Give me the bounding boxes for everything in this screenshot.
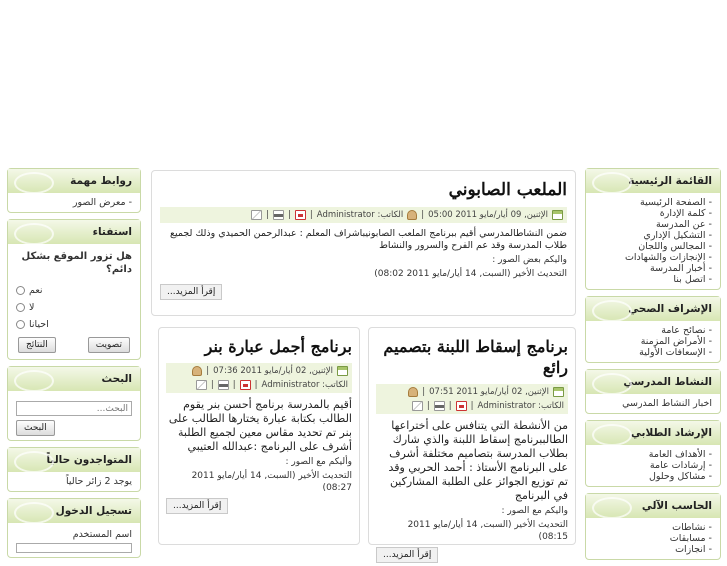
article-body: أقيم بالمدرسة برنامج أحسن بنر يقوم الطالب بكتابة عبارة يختارها الطالب على بنر تم تحديد مقاس معين لجميع الطلبة أشرف على البرنامج :عبدالله العتيبي [168,398,352,453]
read-more-button[interactable]: إقرأ المزيد... [160,284,222,300]
calendar-icon [552,210,563,220]
health-module [585,296,721,363]
computer-module-title: الحاسب الآلي [586,494,720,518]
email-icon[interactable] [196,380,207,390]
username-label: اسم المستخدم [72,529,132,540]
menu-item-contact[interactable]: - اتصل بنا [673,274,712,285]
guidance-item-advice[interactable]: - إرشادات عامة [649,460,712,471]
activity-module [585,369,721,414]
menu-item-about[interactable]: - عن المدرسة [655,219,712,230]
menu-item-achievements[interactable]: - الإنجازات والشهادات [624,252,712,263]
article-author: الكاتب: Administrator [261,380,348,390]
login-module-title: تسجيل الدخول [8,499,140,523]
poll-radio-sometimes[interactable] [16,320,25,329]
article-date: الإثنين, 02 أيار/مايو 2011 07:36 [213,366,333,376]
article-meta [376,384,568,414]
calendar-icon [337,366,348,376]
email-icon[interactable] [251,210,262,220]
calendar-icon [553,387,564,397]
right-sidebar [585,168,721,566]
article-date: الإثنين, 02 أيار/مايو 2011 07:51 [429,387,549,397]
online-module-title: المتواجدون حالياً [8,448,140,472]
separator: | [309,210,313,220]
article-meta [160,207,567,223]
separator: | [266,210,270,220]
poll-module-title: استفتاء [8,220,140,244]
separator: | [470,401,474,411]
print-icon[interactable] [218,380,229,390]
computer-item-achievements[interactable]: - انجازات [675,544,712,555]
separator: | [232,380,236,390]
poll-module [7,219,141,360]
poll-option-label: نعم [29,285,43,296]
computer-module [585,493,721,560]
poll-radio-no[interactable] [16,303,25,312]
article-extra: وأليكم مع الصور : [285,457,352,467]
left-sidebar [7,168,141,564]
poll-results-button[interactable]: النتائج [18,337,56,353]
menu-item-news[interactable]: - أخبار المدرسة [650,263,712,274]
login-module [7,498,141,558]
menu-item-admin-word[interactable]: - كلمة الإدارة [659,208,712,219]
separator: | [254,380,258,390]
pdf-icon[interactable] [295,210,306,220]
email-icon[interactable] [412,401,423,411]
health-module-title: الإشراف الصحي [586,297,720,321]
activity-module-title: النشاط المدرسي [586,370,720,394]
separator: | [426,401,430,411]
separator: | [210,380,214,390]
separator: | [206,366,210,376]
poll-question: هل تزور الموقع بشكل دائم؟ [21,251,132,275]
article-title[interactable]: الملعب الصابوني [448,180,567,200]
article-leading [151,170,576,316]
article-author: الكاتب: Administrator [477,401,564,411]
pdf-icon[interactable] [456,401,467,411]
article-updated: التحديث الأخير (السبت, 14 أيار/مايو 2011 08:02) [374,269,567,279]
article-body: ضمن النشاطالمدرسي أقيم ببرنامج الملعب الصابونيباشراف المعلم : عبدالرحمن الحميدي وذلك لجميع طلاب المدرسة وقد عم الفرح والسرور والنشاط [170,228,567,251]
separator: | [422,387,426,397]
guidance-item-problems[interactable]: - مشاكل وحلول [648,471,712,482]
computer-item-contests[interactable]: - مسابقات [669,533,712,544]
computer-item-activities[interactable]: - نشاطات [672,522,712,533]
links-module-title: روابط مهمة [8,169,140,193]
article-meta [166,363,352,393]
article-title[interactable]: برنامج أجمل عبارة بنر [204,337,352,356]
separator: | [421,210,425,220]
links-module [7,168,141,213]
menu-item-councils[interactable]: - المجالس واللجان [638,241,712,252]
link-gallery[interactable]: - معرض الصور [72,197,132,208]
article-title[interactable]: برنامج إسقاط اللبنة بتصميم رائع [383,337,568,377]
poll-option-yes[interactable] [16,282,132,299]
username-field[interactable] [16,543,132,553]
health-item-firstaid[interactable]: - الإسعافات الأولية [639,347,712,358]
user-icon [408,387,418,397]
article-updated: التحديث الأخير (السبت, 14 أيار/مايو 2011 08:15) [407,520,568,542]
article-card-left [158,327,360,545]
search-input[interactable] [16,401,132,416]
poll-vote-button[interactable]: تصويت [88,337,130,353]
poll-option-sometimes[interactable] [16,316,132,333]
read-more-button[interactable]: إقرأ المزيد... [166,498,228,514]
article-extra: واليكم مع الصور : [501,506,568,516]
article-author: الكاتب: Administrator [316,210,404,220]
main-menu-module [585,168,721,290]
article-body: من الأنشطة التي يتنافس على أختراعها الطالببرنامج إسقاط اللبنة والذي شارك بطلاب المدرسة بتصاميم مختلفة أشرف على البرنامج الأستاذ : أحمد الحربي وقد تم توزيع الجوائز على الطلبة المشاركين في البرنامج [388,419,568,502]
user-icon [192,366,202,376]
online-module [7,447,141,492]
guidance-module-title: الإرشاد الطلابي [586,421,720,445]
activity-item-news[interactable]: اخبار النشاط المدرسي [622,398,712,409]
article-extra: واليكم بعض الصور : [492,255,567,265]
article-updated: التحديث الأخير (السبت, 14 أيار/مايو 2011 08:27) [191,471,352,493]
separator: | [448,401,452,411]
read-more-button[interactable]: إقرأ المزيد... [376,547,438,563]
print-icon[interactable] [273,210,284,220]
print-icon[interactable] [434,401,445,411]
search-module-title: البحث [8,367,140,391]
search-module [7,366,141,441]
health-item-chronic[interactable]: - الأمراض المزمنة [640,336,712,347]
poll-option-label: احيانا [29,319,49,330]
user-icon [407,210,417,220]
poll-option-label: لا [29,302,35,313]
poll-radio-yes[interactable] [16,286,25,295]
pdf-icon[interactable] [240,380,251,390]
separator: | [288,210,291,220]
guidance-module [585,420,721,487]
menu-item-home[interactable]: - الصفحة الرئيسية [640,197,712,208]
article-card-right [368,327,576,560]
guidance-item-goals[interactable]: - الأهداف العامة [648,449,712,460]
health-item-tips[interactable]: - نصائح عامة [661,325,712,336]
article-date: الإثنين, 09 أيار/مايو 2011 05:00 [428,210,548,220]
main-menu-title: القائمة الرئيسية [586,169,720,193]
online-count: يوجد 2 زائر حالياً [65,476,132,487]
poll-option-no[interactable] [16,299,132,316]
menu-item-staff[interactable]: - التشكيل الإداري [643,230,712,241]
search-button[interactable]: البحث [16,420,55,436]
